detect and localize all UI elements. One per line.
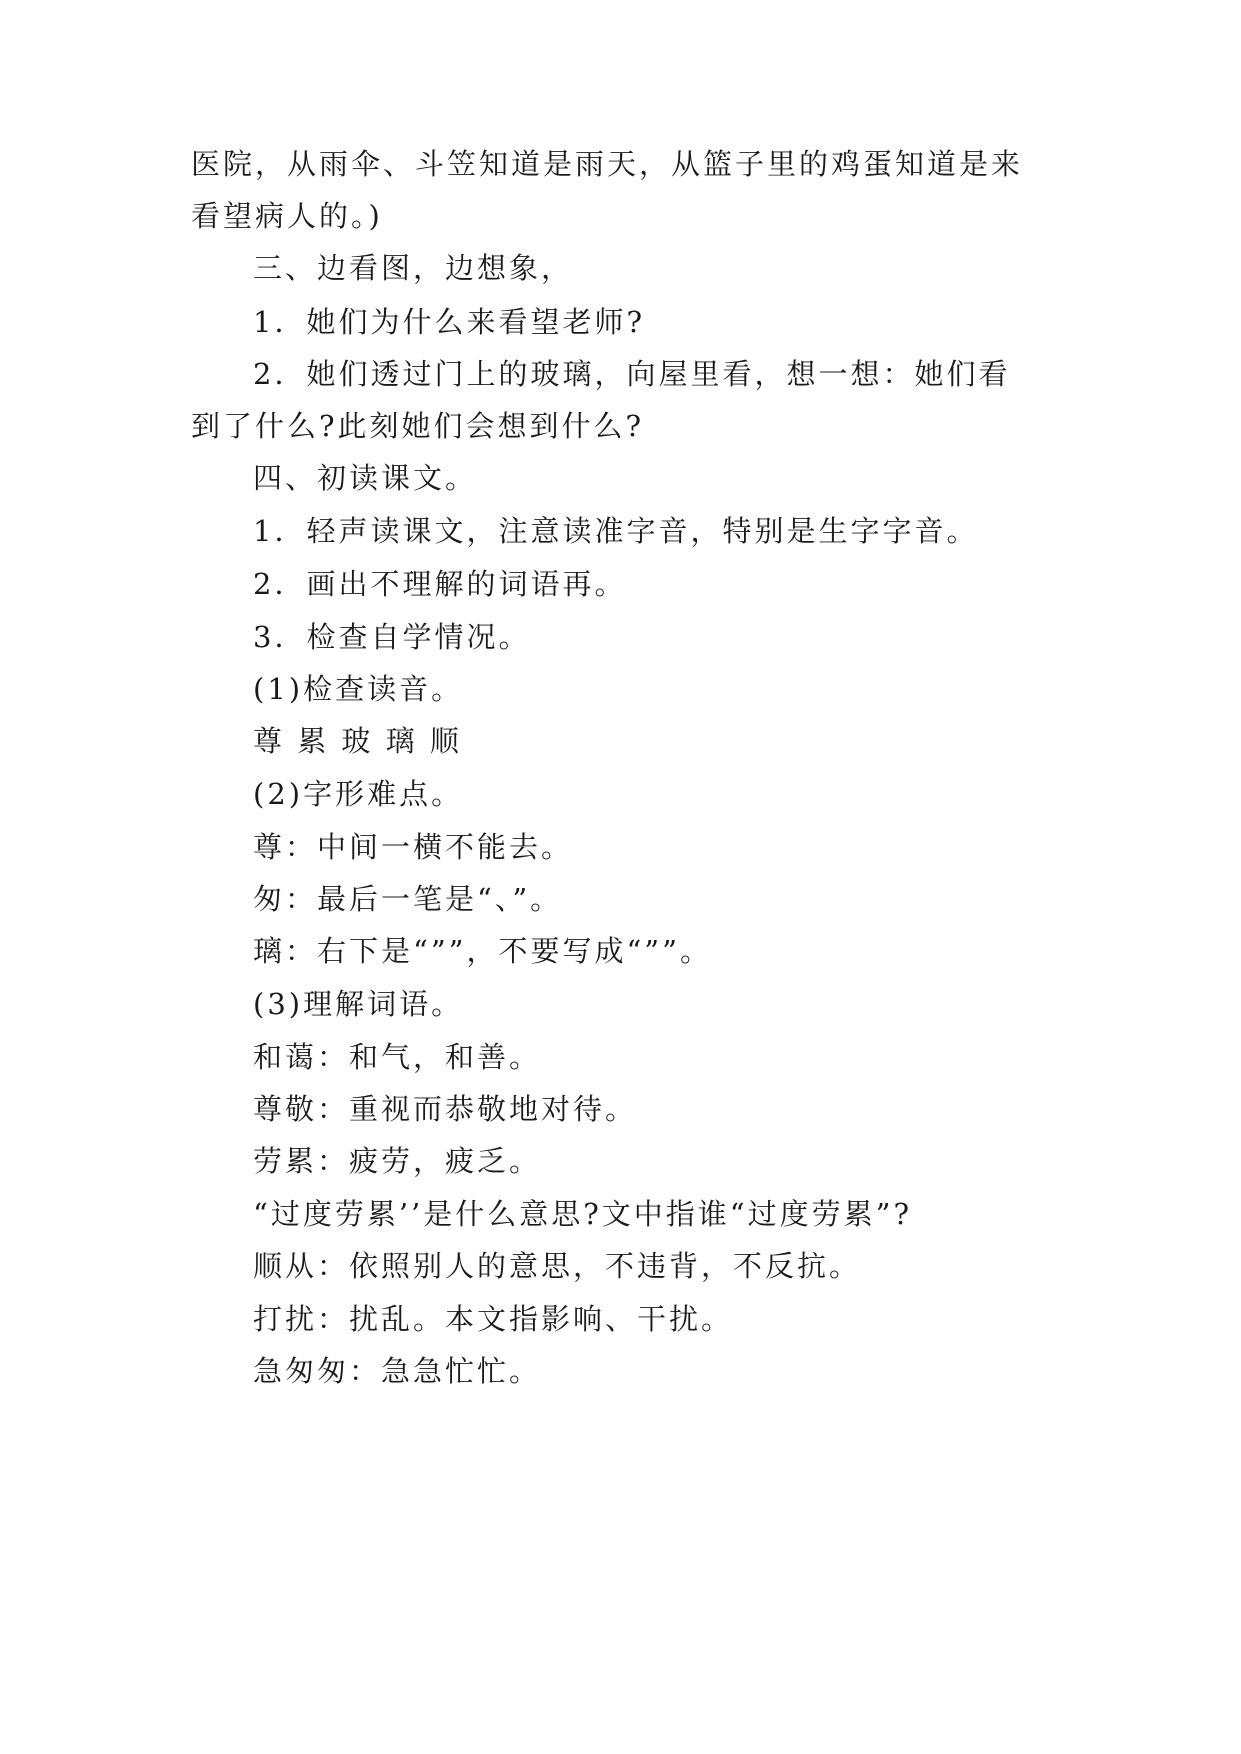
definition-line: 尊：中间一横不能去。	[253, 830, 574, 864]
paragraph-line: 到了什么?此刻她们会想到什么?	[191, 409, 645, 443]
list-item: 1．她们为什么来看望老师?	[253, 305, 645, 339]
sub-item: (2)字形难点。	[253, 777, 464, 811]
definition-line: 匆：最后一笔是“、”。	[253, 882, 563, 916]
list-item: 3．检查自学情况。	[253, 620, 531, 654]
definition-line: 璃：右下是“””，不要写成“””。	[253, 934, 712, 968]
list-item: 2．她们透过门上的玻璃，向屋里看，想一想：她们看	[253, 357, 1011, 391]
character-list: 尊 累 玻 璃 顺	[253, 724, 462, 758]
section-heading: 三、边看图，边想象，	[253, 251, 574, 285]
definition-line: 打扰：扰乱。本文指影响、干扰。	[253, 1302, 734, 1336]
section-heading: 四、初读课文。	[253, 461, 478, 495]
definition-line: 尊敬：重视而恭敬地对待。	[253, 1092, 638, 1126]
paragraph-line: 看望病人的。)	[191, 199, 383, 233]
sub-item: (1)检查读音。	[253, 672, 464, 706]
definition-line: 劳累：疲劳，疲乏。	[253, 1144, 542, 1178]
definition-line: 和蔼：和气，和善。	[253, 1040, 542, 1074]
list-item: 2．画出不理解的词语再。	[253, 567, 627, 601]
paragraph-line: 医院，从雨伞、斗笠知道是雨天，从篮子里的鸡蛋知道是来	[191, 147, 1024, 181]
list-item: 1．轻声读课文，注意读准字音，特别是生字字音。	[253, 514, 979, 548]
definition-line: 急匆匆：急急忙忙。	[253, 1354, 542, 1388]
question-line: “过度劳累’’是什么意思?文中指谁“过度劳累”?	[253, 1197, 913, 1231]
definition-line: 顺从：依照别人的意思，不违背，不反抗。	[253, 1249, 862, 1283]
sub-item: (3)理解词语。	[253, 987, 464, 1021]
